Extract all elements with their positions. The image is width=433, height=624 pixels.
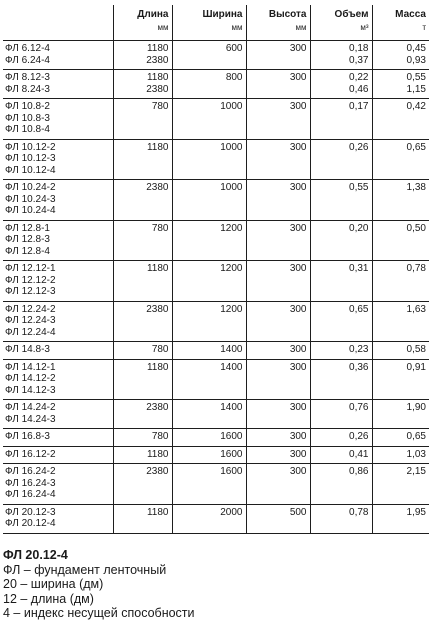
cell-length: 1180 <box>113 139 172 180</box>
cell-width: 1600 <box>172 464 246 505</box>
cell-product-name <box>3 464 113 505</box>
product-code: ФЛ 14.8-3 <box>5 344 50 355</box>
cell-mass: 0,91 <box>372 359 429 400</box>
cell-length: 1180 <box>113 504 172 533</box>
cell-width: 1600 <box>172 429 246 447</box>
legend-line: 12 – длина (дм) <box>3 591 94 606</box>
cell-height: 500 <box>246 504 310 533</box>
table-row <box>3 41 429 70</box>
table-header-row <box>3 5 429 41</box>
cell-volume: 0,76 <box>310 400 372 429</box>
product-code: ФЛ 10.24-2 <box>5 182 56 193</box>
product-code: ФЛ 8.24-3 <box>5 83 50 95</box>
table-row <box>3 504 429 533</box>
product-code: ФЛ 14.12-2 <box>5 373 56 384</box>
cell-width: 1400 <box>172 400 246 429</box>
product-code: ФЛ 6.12-4 <box>5 43 50 54</box>
cell-width: 600 <box>172 41 246 70</box>
cell-mass: 0,78 <box>372 261 429 302</box>
cell-length: 2380 <box>113 180 172 221</box>
cell-product-name <box>3 342 113 360</box>
cell-volume: 0,78 <box>310 504 372 533</box>
product-code: ФЛ 16.8-3 <box>5 431 50 442</box>
product-code: ФЛ 20.12-3 <box>5 506 56 518</box>
cell-width: 2000 <box>172 504 246 533</box>
product-code: ФЛ 14.12-3 <box>5 384 56 396</box>
legend-line: 4 – индекс несущей способности <box>3 606 195 620</box>
cell-mass: 0,65 <box>372 429 429 447</box>
spec-table <box>3 5 429 534</box>
cell-length: 780 <box>113 342 172 360</box>
cell-length: 1180 <box>113 261 172 302</box>
cell-product-name <box>3 220 113 261</box>
cell-width: 1200 <box>172 301 246 342</box>
cell-height: 300 <box>246 220 310 261</box>
product-code: ФЛ 10.12-2 <box>5 141 56 153</box>
cell-product-name <box>3 261 113 302</box>
legend-line: 20 – ширина (дм) <box>3 577 104 591</box>
cell-width: 1200 <box>172 261 246 302</box>
cell-width: 1000 <box>172 180 246 221</box>
cell-height: 300 <box>246 429 310 447</box>
cell-height: 300 <box>246 359 310 400</box>
cell-product-name <box>3 301 113 342</box>
cell-mass: 0,45 0,93 <box>372 41 429 70</box>
cell-mass: 1,63 <box>372 301 429 342</box>
cell-height: 300 <box>246 301 310 342</box>
header-name <box>3 5 113 41</box>
cell-product-name <box>3 446 113 464</box>
cell-mass: 2,15 <box>372 464 429 505</box>
product-code: ФЛ 12.24-3 <box>5 315 56 326</box>
table-row <box>3 429 429 447</box>
cell-volume: 0,26 <box>310 139 372 180</box>
cell-length: 1180 2380 <box>113 70 172 99</box>
product-code: ФЛ 10.8-2 <box>5 101 50 112</box>
cell-mass: 0,55 1,15 <box>372 70 429 99</box>
product-code: ФЛ 12.12-1 <box>5 263 56 274</box>
product-code: ФЛ 6.24-4 <box>5 54 50 66</box>
cell-width: 1600 <box>172 446 246 464</box>
cell-height: 300 <box>246 99 310 140</box>
legend-title: ФЛ 20.12-4 <box>3 548 68 562</box>
cell-mass: 1,38 <box>372 180 429 221</box>
table-row <box>3 400 429 429</box>
table-row <box>3 139 429 180</box>
table-row <box>3 99 429 140</box>
table-row <box>3 464 429 505</box>
cell-product-name <box>3 400 113 429</box>
cell-product-name <box>3 359 113 400</box>
cell-mass: 0,50 <box>372 220 429 261</box>
cell-volume: 0,36 <box>310 359 372 400</box>
product-code: ФЛ 12.24-4 <box>5 326 56 338</box>
cell-length: 780 <box>113 220 172 261</box>
cell-volume: 0,55 <box>310 180 372 221</box>
cell-height: 300 <box>246 342 310 360</box>
cell-volume: 0,18 0,37 <box>310 41 372 70</box>
table-row <box>3 446 429 464</box>
product-code: ФЛ 16.24-2 <box>5 466 56 477</box>
cell-volume: 0,23 <box>310 342 372 360</box>
cell-width: 800 <box>172 70 246 99</box>
cell-length: 780 <box>113 99 172 140</box>
cell-mass: 1,03 <box>372 446 429 464</box>
product-code: ФЛ 14.24-3 <box>5 413 56 425</box>
product-code: ФЛ 12.12-3 <box>5 286 56 297</box>
product-code: ФЛ 12.24-2 <box>5 303 56 315</box>
table-row <box>3 180 429 221</box>
cell-product-name <box>3 139 113 180</box>
product-code: ФЛ 10.8-4 <box>5 124 50 135</box>
legend-line: ФЛ – фундамент ленточный <box>3 562 167 577</box>
product-code: ФЛ 12.8-4 <box>5 245 50 257</box>
cell-mass: 0,65 <box>372 139 429 180</box>
header-width: Ширина мм <box>172 5 246 41</box>
cell-height: 300 <box>246 180 310 221</box>
cell-width: 1200 <box>172 220 246 261</box>
table-row <box>3 301 429 342</box>
cell-mass: 1,90 <box>372 400 429 429</box>
cell-width: 1400 <box>172 342 246 360</box>
cell-mass: 0,42 <box>372 99 429 140</box>
product-code: ФЛ 10.8-3 <box>5 112 50 124</box>
product-code: ФЛ 12.8-1 <box>5 222 50 234</box>
cell-volume: 0,65 <box>310 301 372 342</box>
cell-width: 1000 <box>172 139 246 180</box>
cell-length: 1180 2380 <box>113 41 172 70</box>
product-code: ФЛ 10.24-3 <box>5 193 56 205</box>
product-code: ФЛ 12.12-2 <box>5 274 56 286</box>
product-code: ФЛ 8.12-3 <box>5 72 50 83</box>
cell-width: 1400 <box>172 359 246 400</box>
header-length: Длина мм <box>113 5 172 41</box>
cell-volume: 0,22 0,46 <box>310 70 372 99</box>
cell-volume: 0,17 <box>310 99 372 140</box>
product-code: ФЛ 16.24-3 <box>5 477 56 489</box>
cell-product-name <box>3 504 113 533</box>
cell-volume: 0,41 <box>310 446 372 464</box>
cell-length: 1180 <box>113 446 172 464</box>
cell-product-name <box>3 429 113 447</box>
product-code: ФЛ 16.12-2 <box>5 448 56 460</box>
product-code: ФЛ 14.12-1 <box>5 361 56 373</box>
cell-product-name <box>3 99 113 140</box>
cell-height: 300 <box>246 139 310 180</box>
table-row <box>3 220 429 261</box>
cell-mass: 0,58 <box>372 342 429 360</box>
cell-product-name <box>3 70 113 99</box>
cell-height: 300 <box>246 261 310 302</box>
cell-volume: 0,20 <box>310 220 372 261</box>
cell-height: 300 <box>246 70 310 99</box>
cell-height: 300 <box>246 41 310 70</box>
product-code: ФЛ 14.24-2 <box>5 402 56 413</box>
product-code: ФЛ 10.12-4 <box>5 164 56 176</box>
table-row <box>3 342 429 360</box>
cell-height: 300 <box>246 464 310 505</box>
table-body <box>3 41 429 534</box>
cell-length: 2380 <box>113 301 172 342</box>
cell-height: 300 <box>246 446 310 464</box>
cell-length: 2380 <box>113 464 172 505</box>
product-code: ФЛ 10.24-4 <box>5 205 56 216</box>
cell-product-name <box>3 41 113 70</box>
product-code: ФЛ 10.12-3 <box>5 153 56 164</box>
product-code: ФЛ 20.12-4 <box>5 518 56 529</box>
cell-volume: 0,26 <box>310 429 372 447</box>
header-height: Высота мм <box>246 5 310 41</box>
product-code: ФЛ 12.8-3 <box>5 234 50 245</box>
header-volume: Объем м³ <box>310 5 372 41</box>
cell-length: 2380 <box>113 400 172 429</box>
cell-length: 780 <box>113 429 172 447</box>
cell-product-name <box>3 180 113 221</box>
cell-height: 300 <box>246 400 310 429</box>
header-mass: Масса т <box>372 5 429 41</box>
table-row <box>3 359 429 400</box>
cell-volume: 0,31 <box>310 261 372 302</box>
cell-length: 1180 <box>113 359 172 400</box>
legend <box>3 548 195 621</box>
table-row <box>3 261 429 302</box>
cell-mass: 1,95 <box>372 504 429 533</box>
product-code: ФЛ 16.24-4 <box>5 489 56 500</box>
cell-width: 1000 <box>172 99 246 140</box>
cell-volume: 0,86 <box>310 464 372 505</box>
table-row <box>3 70 429 99</box>
